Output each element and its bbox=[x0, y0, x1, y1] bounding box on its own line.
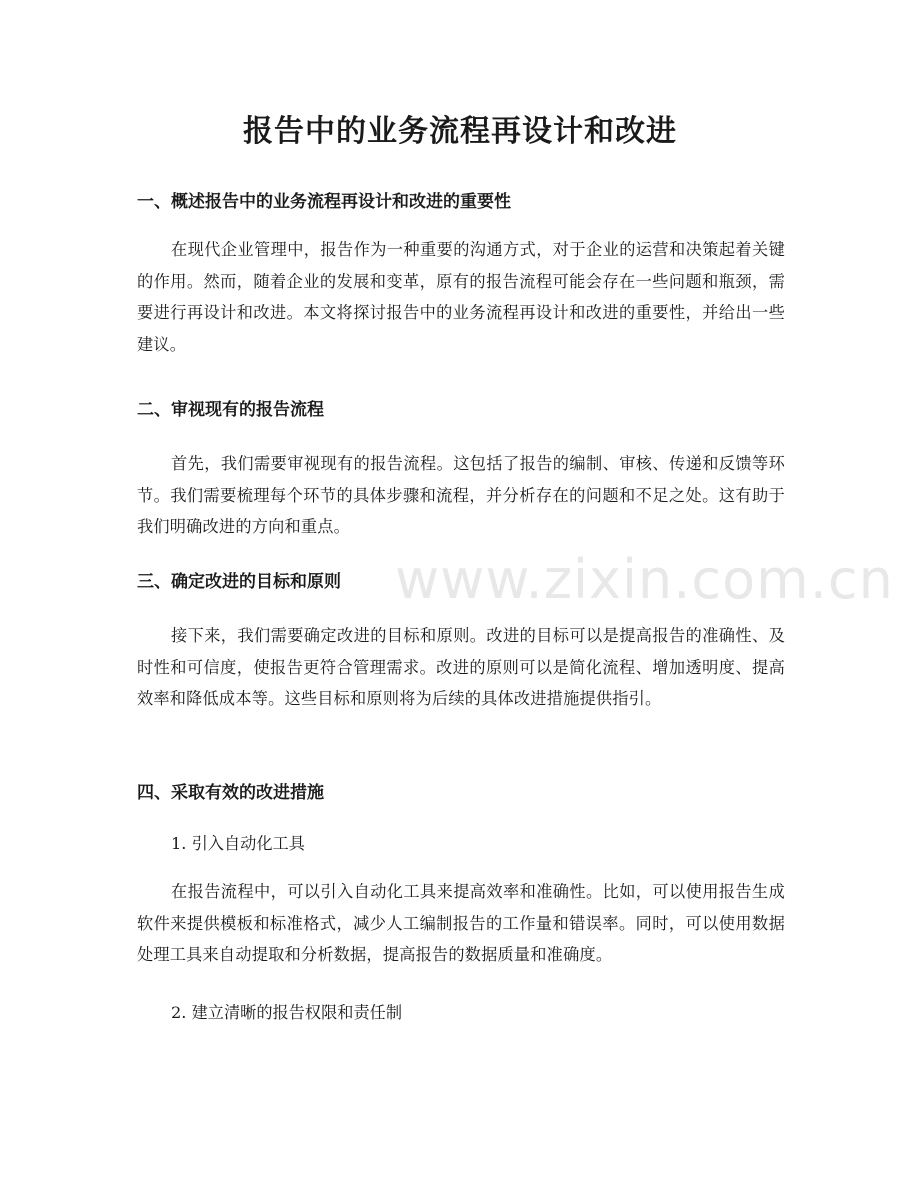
section-heading-overview: 一、概述报告中的业务流程再设计和改进的重要性 bbox=[137, 192, 511, 212]
section-paragraph-review: 首先，我们需要审视现有的报告流程。这包括了报告的编制、审核、传递和反馈等环节。我们需要梳理每个环节的具体步骤和流程，并分析存在的问题和不足之处。这有助于我们明确改进的方向和重点。 bbox=[137, 454, 785, 536]
document-title: 报告中的业务流程再设计和改进 bbox=[243, 114, 677, 149]
subitem-label-permissions: 2. 建立清晰的报告权限和责任制 bbox=[171, 1003, 403, 1022]
subitem-label-automation: 1. 引入自动化工具 bbox=[171, 834, 305, 853]
section-heading-review: 二、审视现有的报告流程 bbox=[137, 400, 324, 420]
section-heading-goals: 三、确定改进的目标和原则 bbox=[137, 572, 341, 592]
subitem-paragraph-automation: 在报告流程中，可以引入自动化工具来提高效率和准确性。比如，可以使用报告生成软件来提供模板和标准格式，减少人工编制报告的工作量和错误率。同时，可以使用数据处理工具来自动提取和分析数据，提高报告的数据质量和准确度。 bbox=[137, 882, 785, 964]
section-heading-measures: 四、采取有效的改进措施 bbox=[137, 783, 324, 803]
watermark: www.zixin.com.cn bbox=[395, 548, 894, 611]
section-paragraph-goals: 接下来，我们需要确定改进的目标和原则。改进的目标可以是提高报告的准确性、及时性和可信度，使报告更符合管理需求。改进的原则可以是简化流程、增加透明度、提高效率和降低成本等。这些目标和原则将为后续的具体改进措施提供指引。 bbox=[137, 626, 785, 708]
section-paragraph-overview: 在现代企业管理中，报告作为一种重要的沟通方式，对于企业的运营和决策起着关键的作用。然而，随着企业的发展和变革，原有的报告流程可能会存在一些问题和瓶颈，需要进行再设计和改进。本文将探讨报告中的业务流程再设计和改进的重要性，并给出一些建议。 bbox=[137, 240, 785, 354]
